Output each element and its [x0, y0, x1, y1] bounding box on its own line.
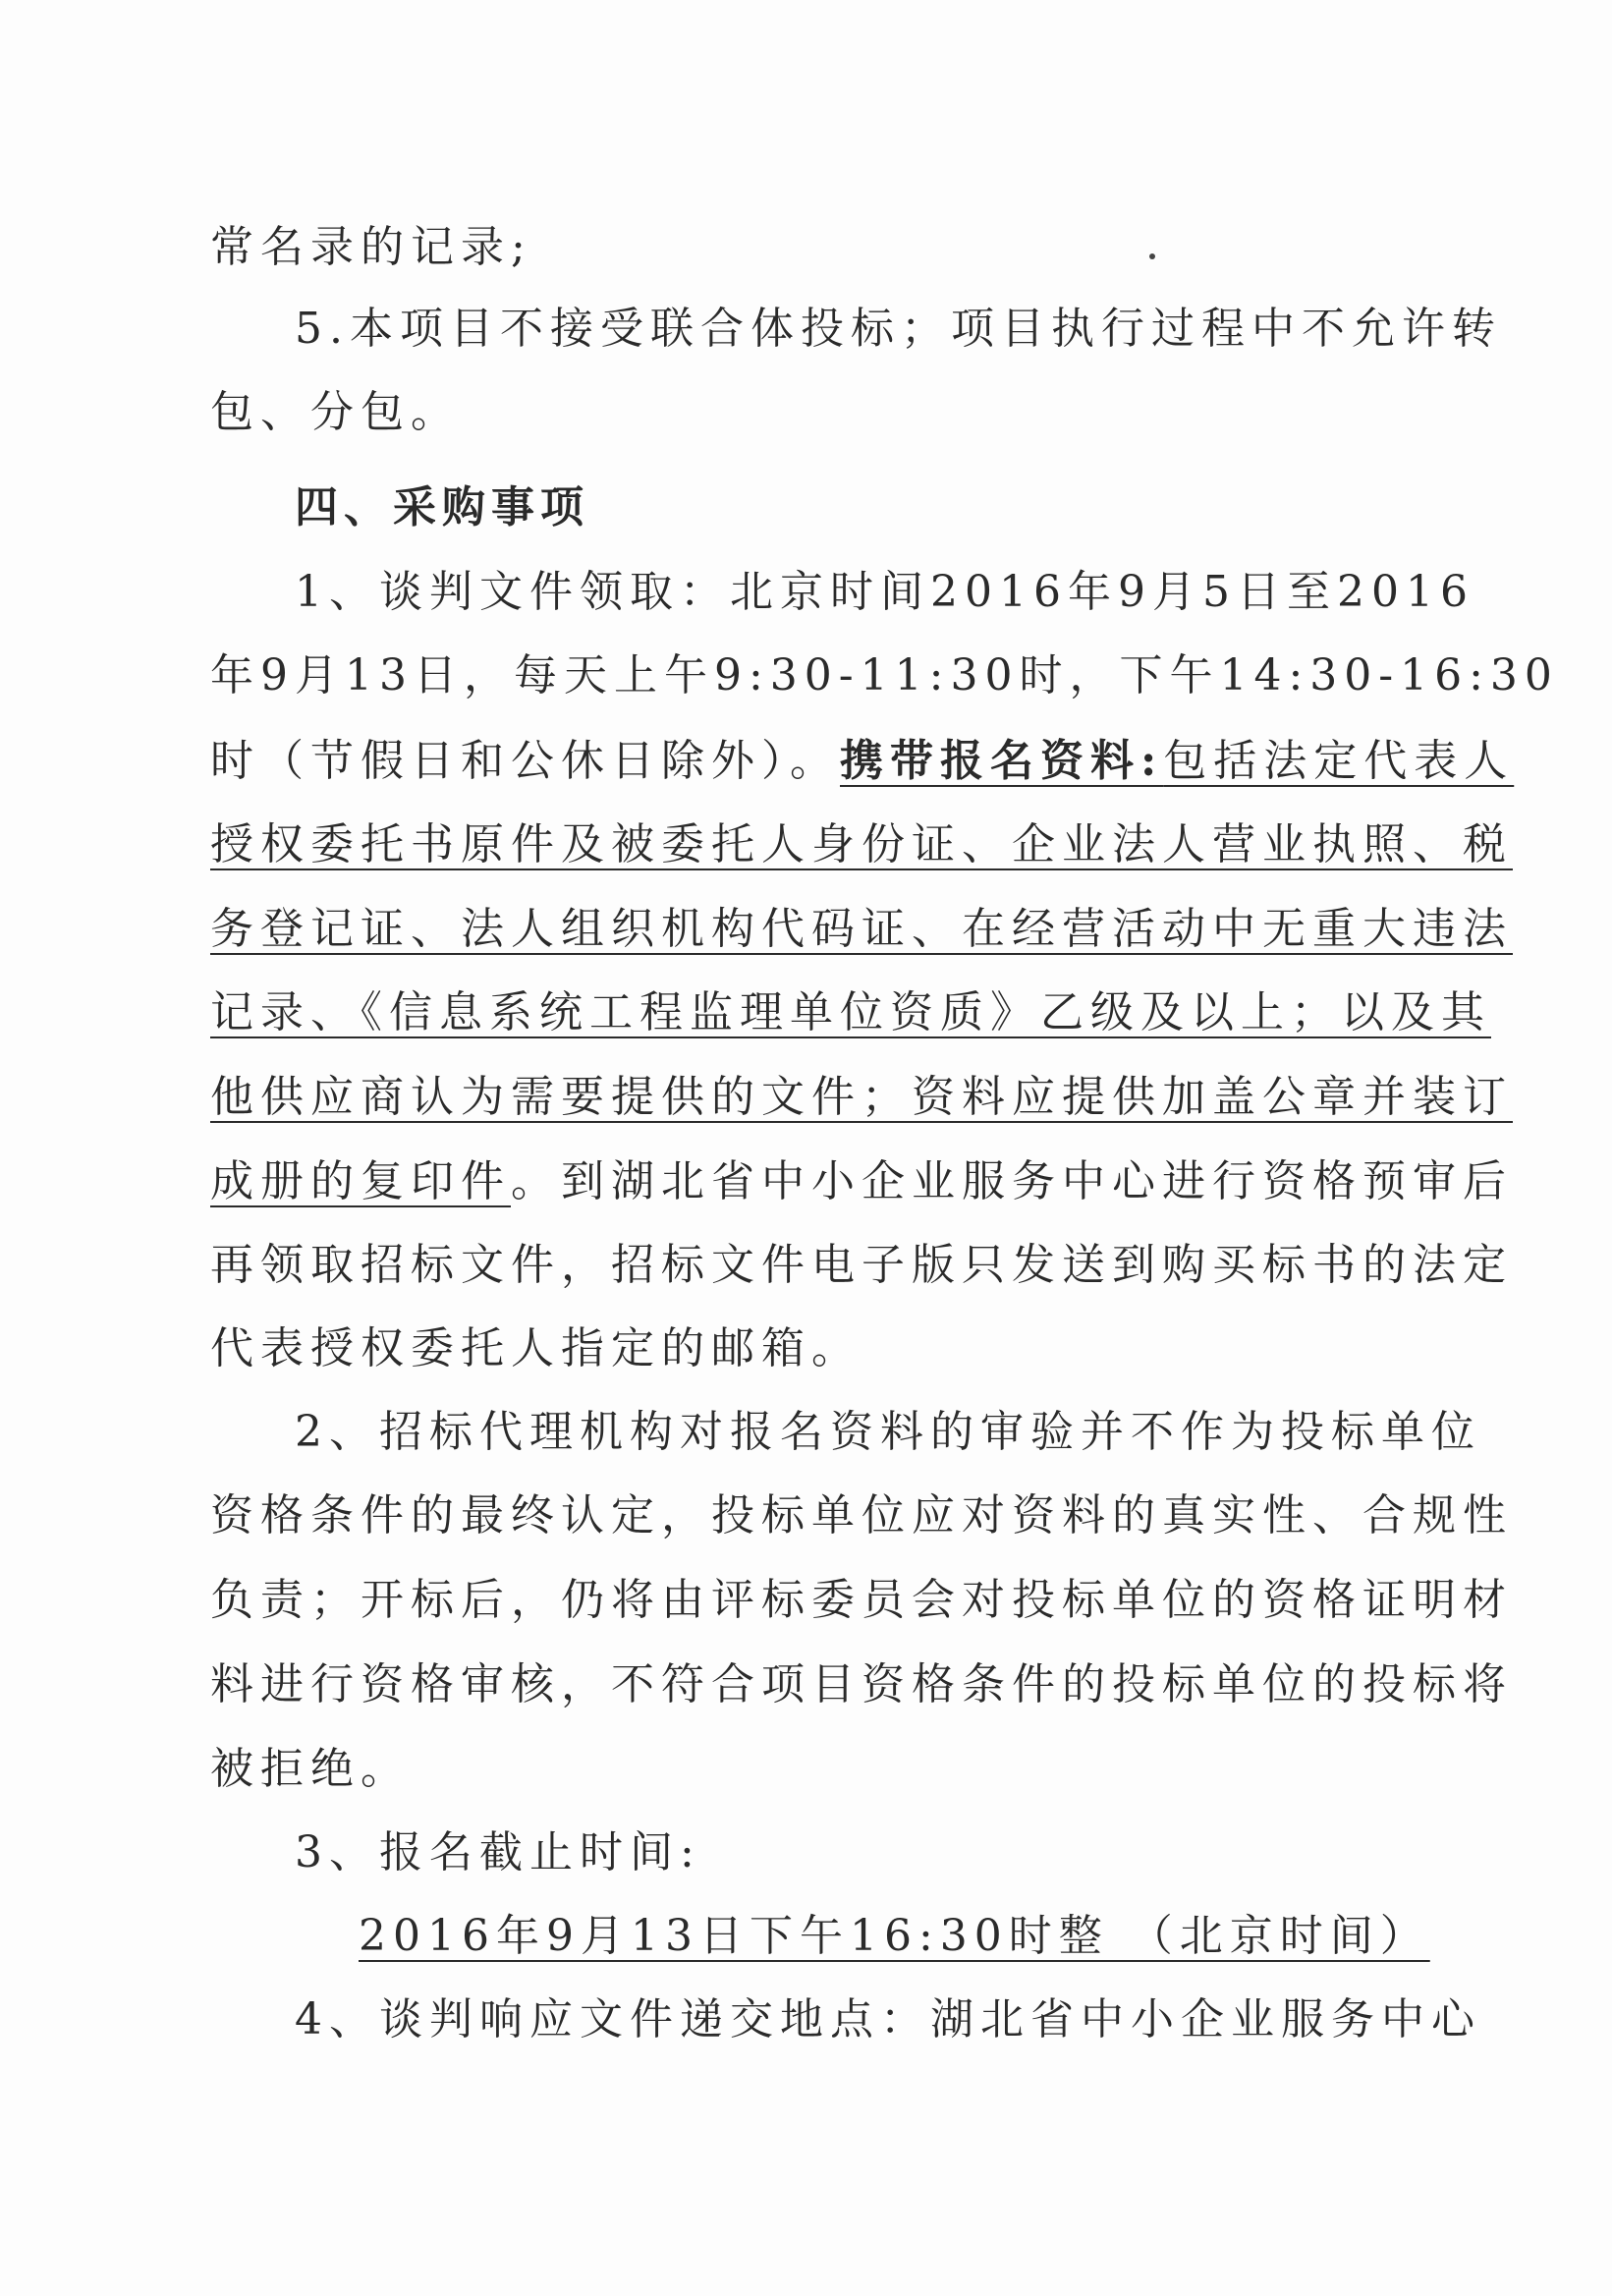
- text-line: 3、报名截止时间:: [295, 1827, 701, 1877]
- scan-speck: [1149, 253, 1155, 259]
- underlined-line: 他供应商认为需要提供的文件；资料应提供加盖公章并装订: [210, 1072, 1513, 1122]
- text-line: 4、谈判响应文件递交地点：湖北省中小企业服务中心: [295, 1994, 1481, 2044]
- underlined-line: 记录、《信息系统工程监理单位资质》乙级及以上；以及其: [210, 987, 1491, 1037]
- text-line: 常名录的记录;: [210, 222, 532, 272]
- underlined-bold-label: 携带报名资料:: [840, 736, 1164, 786]
- text-line: 年9月13日，每天上午9:30-11:30时，下午14:30-16:30: [210, 650, 1559, 700]
- text-line: [210, 732, 1514, 791]
- text-line: 5.本项目不接受联合体投标；项目执行过程中不允许转: [295, 304, 1502, 354]
- underlined-line: 务登记证、法人组织机构代码证、在经营活动中无重大违法: [210, 904, 1513, 954]
- text-line: 被拒绝。: [210, 1744, 411, 1794]
- text-line: 1、谈判文件领取：北京时间2016年9月5日至2016: [295, 567, 1474, 617]
- text-line: 包、分包。: [210, 387, 461, 437]
- text-line: 料进行资格审核，不符合项目资格条件的投标单位的投标将: [210, 1659, 1513, 1709]
- deadline-line: 2016年9月13日下午16:30时整 （北京时间）: [359, 1911, 1430, 1961]
- underlined-text: 包括法定代表人: [1163, 736, 1515, 786]
- text-line: 负责；开标后，仍将由评标委员会对投标单位的资格证明材: [210, 1575, 1513, 1625]
- text-line: 代表授权委托人指定的邮箱。: [210, 1323, 862, 1373]
- text-line: 再领取招标文件，招标文件电子版只发送到购买标书的法定: [210, 1240, 1513, 1290]
- underlined-text: 成册的复印件: [210, 1156, 511, 1206]
- text-line: 资格条件的最终认定，投标单位应对资料的真实性、合规性: [210, 1490, 1513, 1540]
- underlined-line: 授权委托书原件及被委托人身份证、企业法人营业执照、税: [210, 819, 1513, 869]
- text-line: [210, 1152, 1513, 1211]
- text-segment: 。到湖北省中小企业服务中心进行资格预审后: [511, 1156, 1513, 1206]
- text-line: 2、招标代理机构对报名资料的审验并不作为投标单位: [295, 1407, 1481, 1457]
- section-heading: 四、采购事项: [295, 482, 589, 532]
- text-segment: 时（节假日和公休日除外）。: [210, 736, 840, 786]
